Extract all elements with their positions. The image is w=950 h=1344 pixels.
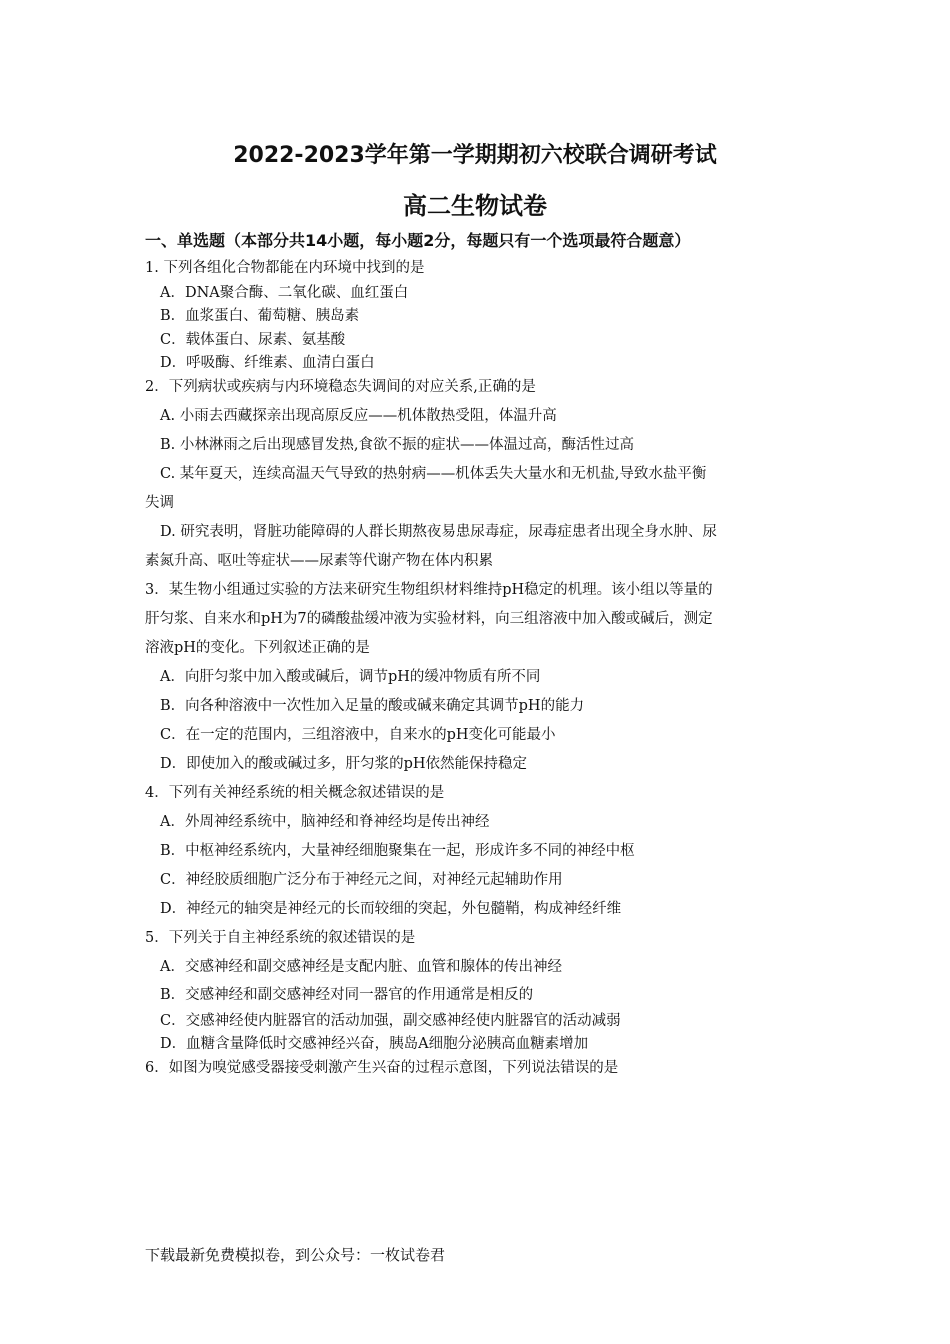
question-1-stem: 1. 下列各组化合物都能在内环境中找到的是 bbox=[145, 260, 425, 276]
section-heading: 一、单选题（本部分共14小题，每小题2分，每题只有一个选项最符合题意） bbox=[145, 231, 691, 250]
question-4-option-a: A．外周神经系统中，脑神经和脊神经均是传出神经 bbox=[160, 814, 490, 830]
question-2-option-b: B. 小林淋雨之后出现感冒发热,食欲不振的症状——体温过高，酶活性过高 bbox=[160, 437, 634, 453]
question-3-stem-line-3: 溶液pH的变化。下列叙述正确的是 bbox=[145, 640, 370, 656]
question-5-option-c: C．交感神经使内脏器官的活动加强，副交感神经使内脏器官的活动减弱 bbox=[160, 1013, 621, 1029]
footer-note: 下载最新免费模拟卷，到公众号：一枚试卷君 bbox=[145, 1246, 446, 1264]
question-2-option-a: A. 小雨去西藏探亲出现高原反应——机体散热受阻，体温升高 bbox=[160, 408, 557, 424]
question-3-stem: 3．某生物小组通过实验的方法来研究生物组织材料维持pH稳定的机理。该小组以等量的 bbox=[145, 582, 713, 598]
question-2-option-c-cont: 失调 bbox=[145, 495, 174, 511]
question-3-option-d: D．即使加入的酸或碱过多，肝匀浆的pH依然能保持稳定 bbox=[160, 756, 528, 772]
question-4-option-b: B．中枢神经系统内，大量神经细胞聚集在一起，形成许多不同的神经中枢 bbox=[160, 843, 635, 859]
question-4-option-c: C．神经胶质细胞广泛分布于神经元之间，对神经元起辅助作用 bbox=[160, 872, 563, 888]
question-5-option-b: B．交感神经和副交感神经对同一器官的作用通常是相反的 bbox=[160, 987, 534, 1003]
question-2-option-c: C. 某年夏天，连续高温天气导致的热射病——机体丢失大量水和无机盐,导致水盐平衡 bbox=[160, 466, 707, 482]
question-1-option-a: A．DNA聚合酶、二氧化碳、血红蛋白 bbox=[160, 285, 409, 301]
question-3-stem-line-2: 肝匀浆、自来水和pH为7的磷酸盐缓冲液为实验材料，向三组溶液中加入酸或碱后，测定 bbox=[145, 611, 713, 627]
question-5-option-d: D．血糖含量降低时交感神经兴奋，胰岛A细胞分泌胰高血糖素增加 bbox=[160, 1036, 589, 1052]
question-6-stem: 6．如图为嗅觉感受器接受刺激产生兴奋的过程示意图，下列说法错误的是 bbox=[145, 1060, 619, 1076]
question-5-stem: 5．下列关于自主神经系统的叙述错误的是 bbox=[145, 930, 416, 946]
question-3-option-c: C．在一定的范围内，三组溶液中，自来水的pH变化可能最小 bbox=[160, 727, 556, 743]
exam-title: 2022-2023学年第一学期期初六校联合调研考试 bbox=[233, 143, 717, 168]
question-2-option-d: D. 研究表明，肾脏功能障碍的人群长期熬夜易患尿毒症，尿毒症患者出现全身水肿、尿 bbox=[160, 524, 717, 540]
question-4-stem: 4．下列有关神经系统的相关概念叙述错误的是 bbox=[145, 785, 445, 801]
question-1-option-c: C．载体蛋白、尿素、氨基酸 bbox=[160, 332, 346, 348]
question-1-option-d: D．呼吸酶、纤维素、血清白蛋白 bbox=[160, 355, 375, 371]
question-3-option-a: A．向肝匀浆中加入酸或碱后，调节pH的缓冲物质有所不同 bbox=[160, 669, 541, 685]
question-5-option-a: A．交感神经和副交感神经是支配内脏、血管和腺体的传出神经 bbox=[160, 959, 562, 975]
exam-subtitle: 高二生物试卷 bbox=[403, 192, 547, 220]
question-1-option-b: B．血浆蛋白、葡萄糖、胰岛素 bbox=[160, 308, 360, 324]
question-2-stem: 2．下列病状或疾病与内环境稳态失调间的对应关系,正确的是 bbox=[145, 379, 536, 395]
question-2-option-d-cont: 素氮升高、呕吐等症状——尿素等代谢产物在体内积累 bbox=[145, 553, 493, 569]
question-4-option-d: D．神经元的轴突是神经元的长而较细的突起，外包髓鞘，构成神经纤维 bbox=[160, 901, 622, 917]
question-3-option-b: B．向各种溶液中一次性加入足量的酸或碱来确定其调节pH的能力 bbox=[160, 698, 585, 714]
